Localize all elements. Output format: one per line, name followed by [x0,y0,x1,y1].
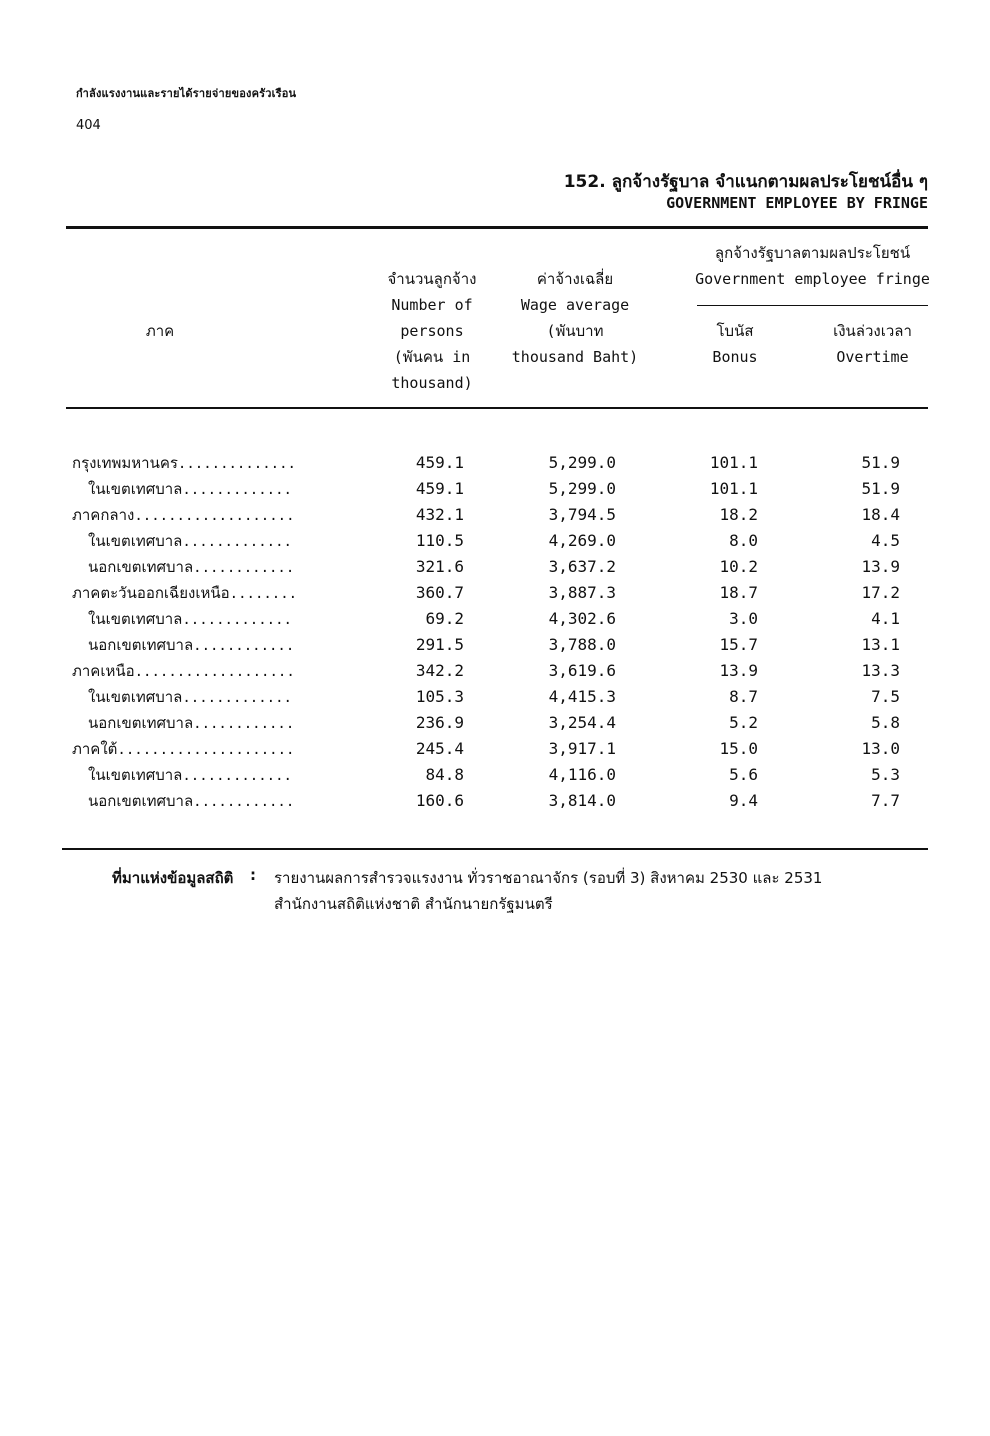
header-wage-line: (พันบาท [546,322,604,340]
bonus-value: 8.0 [729,531,758,550]
bonus-value: 8.7 [729,687,758,706]
persons-value: 432.1 [415,505,464,524]
table-title-english: GOVERNMENT EMPLOYEE BY FRINGE [666,194,928,212]
source-text-line: สำนักงานสถิติแห่งชาติ สำนักนายกรัฐมนตรี [274,895,553,913]
table-row [0,632,990,658]
persons-value: 69.2 [425,609,464,628]
persons-value: 110.5 [415,531,464,550]
persons-value: 160.6 [415,791,464,810]
header-bonus [695,318,775,370]
wage-value: 3,814.0 [548,791,616,810]
bonus-value: 13.9 [719,661,758,680]
header-wage [510,266,640,370]
header-persons-line: thousand) [391,374,473,392]
wage-value: 5,299.0 [548,453,616,472]
header-overtime [815,318,930,370]
bonus-value: 18.2 [719,505,758,524]
header-overtime-line: เงินล่วงเวลา [833,322,912,340]
header-wage-line: thousand Baht) [511,348,639,366]
wage-value: 3,254.4 [548,713,616,732]
persons-value: 105.3 [415,687,464,706]
wage-value: 4,415.3 [548,687,616,706]
table-row [0,788,990,814]
overtime-value: 4.5 [871,531,900,550]
overtime-value: 4.1 [871,609,900,628]
header-bottom-rule [66,407,928,409]
bonus-value: 3.0 [729,609,758,628]
bonus-value: 15.7 [719,635,758,654]
overtime-value: 7.5 [871,687,900,706]
persons-value: 342.2 [415,661,464,680]
header-wage-line: Wage average [520,296,630,314]
table-row [0,580,990,606]
header-fringe-line: Government employee fringe [695,270,930,288]
wage-value: 3,887.3 [548,583,616,602]
header-wage-line: ค่าจ้างเฉลี่ย [536,270,614,288]
overtime-value: 18.4 [861,505,900,524]
overtime-value: 51.9 [861,479,900,498]
wage-value: 4,116.0 [548,765,616,784]
wage-value: 3,917.1 [548,739,616,758]
source-label: ที่มาแห่งข้อมูลสถิติ [112,869,234,887]
header-bonus-line: Bonus [712,348,758,366]
persons-value: 245.4 [415,739,464,758]
persons-value: 84.8 [425,765,464,784]
region-name: ภาคใต้..................... [72,740,295,758]
table-row [0,710,990,736]
header-persons-line: persons [400,322,464,340]
table-body [0,450,990,814]
bonus-value: 10.2 [719,557,758,576]
source-colon: : [250,866,256,884]
wage-value: 4,269.0 [548,531,616,550]
table-row [0,762,990,788]
overtime-value: 5.3 [871,765,900,784]
overtime-value: 13.3 [861,661,900,680]
header-bonus-line: โบนัส [716,322,754,340]
header-persons-line: (พันคน in [393,348,471,366]
header-fringe-line: ลูกจ้างรัฐบาลตามผลประโยชน์ [714,244,911,262]
header-persons [372,266,492,396]
region-name: กรุงเทพมหานคร.............. [72,454,296,472]
wage-value: 3,794.5 [548,505,616,524]
region-name: นอกเขตเทศบาล............ [88,558,295,576]
top-rule [66,226,928,229]
table-row [0,684,990,710]
overtime-value: 51.9 [861,453,900,472]
region-name: นอกเขตเทศบาล............ [88,714,295,732]
bonus-value: 15.0 [719,739,758,758]
overtime-value: 13.9 [861,557,900,576]
region-name: นอกเขตเทศบาล............ [88,636,295,654]
persons-value: 459.1 [415,479,464,498]
bonus-value: 9.4 [729,791,758,810]
region-name: นอกเขตเทศบาล............ [88,792,295,810]
fringe-header-rule [697,305,928,306]
table-row [0,606,990,632]
table-row [0,502,990,528]
overtime-value: 17.2 [861,583,900,602]
persons-value: 236.9 [415,713,464,732]
bonus-value: 18.7 [719,583,758,602]
region-name: ในเขตเทศบาล............. [88,532,292,550]
header-overtime-line: Overtime [836,348,909,366]
wage-value: 3,788.0 [548,635,616,654]
region-name: ภาคเหนือ................... [72,662,295,680]
overtime-value: 5.8 [871,713,900,732]
bonus-value: 101.1 [709,479,758,498]
running-head: กำลังแรงงานและรายได้รายจ่ายของครัวเรือน [76,87,297,100]
bonus-value: 5.6 [729,765,758,784]
wage-value: 3,619.6 [548,661,616,680]
overtime-value: 7.7 [871,791,900,810]
page-number: 404 [76,118,101,133]
wage-value: 5,299.0 [548,479,616,498]
bonus-value: 101.1 [709,453,758,472]
table-row [0,554,990,580]
table-row [0,450,990,476]
footer-rule [62,848,928,850]
region-name: ภาคตะวันออกเฉียงเหนือ........ [72,584,298,602]
region-name: ในเขตเทศบาล............. [88,610,292,628]
persons-value: 459.1 [415,453,464,472]
overtime-value: 13.0 [861,739,900,758]
wage-value: 3,637.2 [548,557,616,576]
region-name: ในเขตเทศบาล............. [88,480,292,498]
table-row [0,736,990,762]
table-row [0,528,990,554]
region-name: ในเขตเทศบาล............. [88,766,292,784]
header-region-label: ภาค [145,322,175,340]
persons-value: 321.6 [415,557,464,576]
table-title-thai: 152. ลูกจ้างรัฐบาล จำแนกตามผลประโยชน์อื่น ๆ [563,172,928,192]
wage-value: 4,302.6 [548,609,616,628]
header-fringe-group [690,240,935,292]
header-persons-line: จำนวนลูกจ้าง [387,270,477,288]
persons-value: 360.7 [415,583,464,602]
overtime-value: 13.1 [861,635,900,654]
source-text-line: รายงานผลการสำรวจแรงงาน ทั่วราชอาณาจักร (รอบที่ 3) สิงหาคม 2530 และ 2531 [274,869,823,887]
region-name: ภาคกลาง................... [72,506,295,524]
bonus-value: 5.2 [729,713,758,732]
table-row [0,658,990,684]
table-row [0,476,990,502]
persons-value: 291.5 [415,635,464,654]
header-persons-line: Number of [391,296,473,314]
header-region [130,318,190,344]
region-name: ในเขตเทศบาล............. [88,688,292,706]
